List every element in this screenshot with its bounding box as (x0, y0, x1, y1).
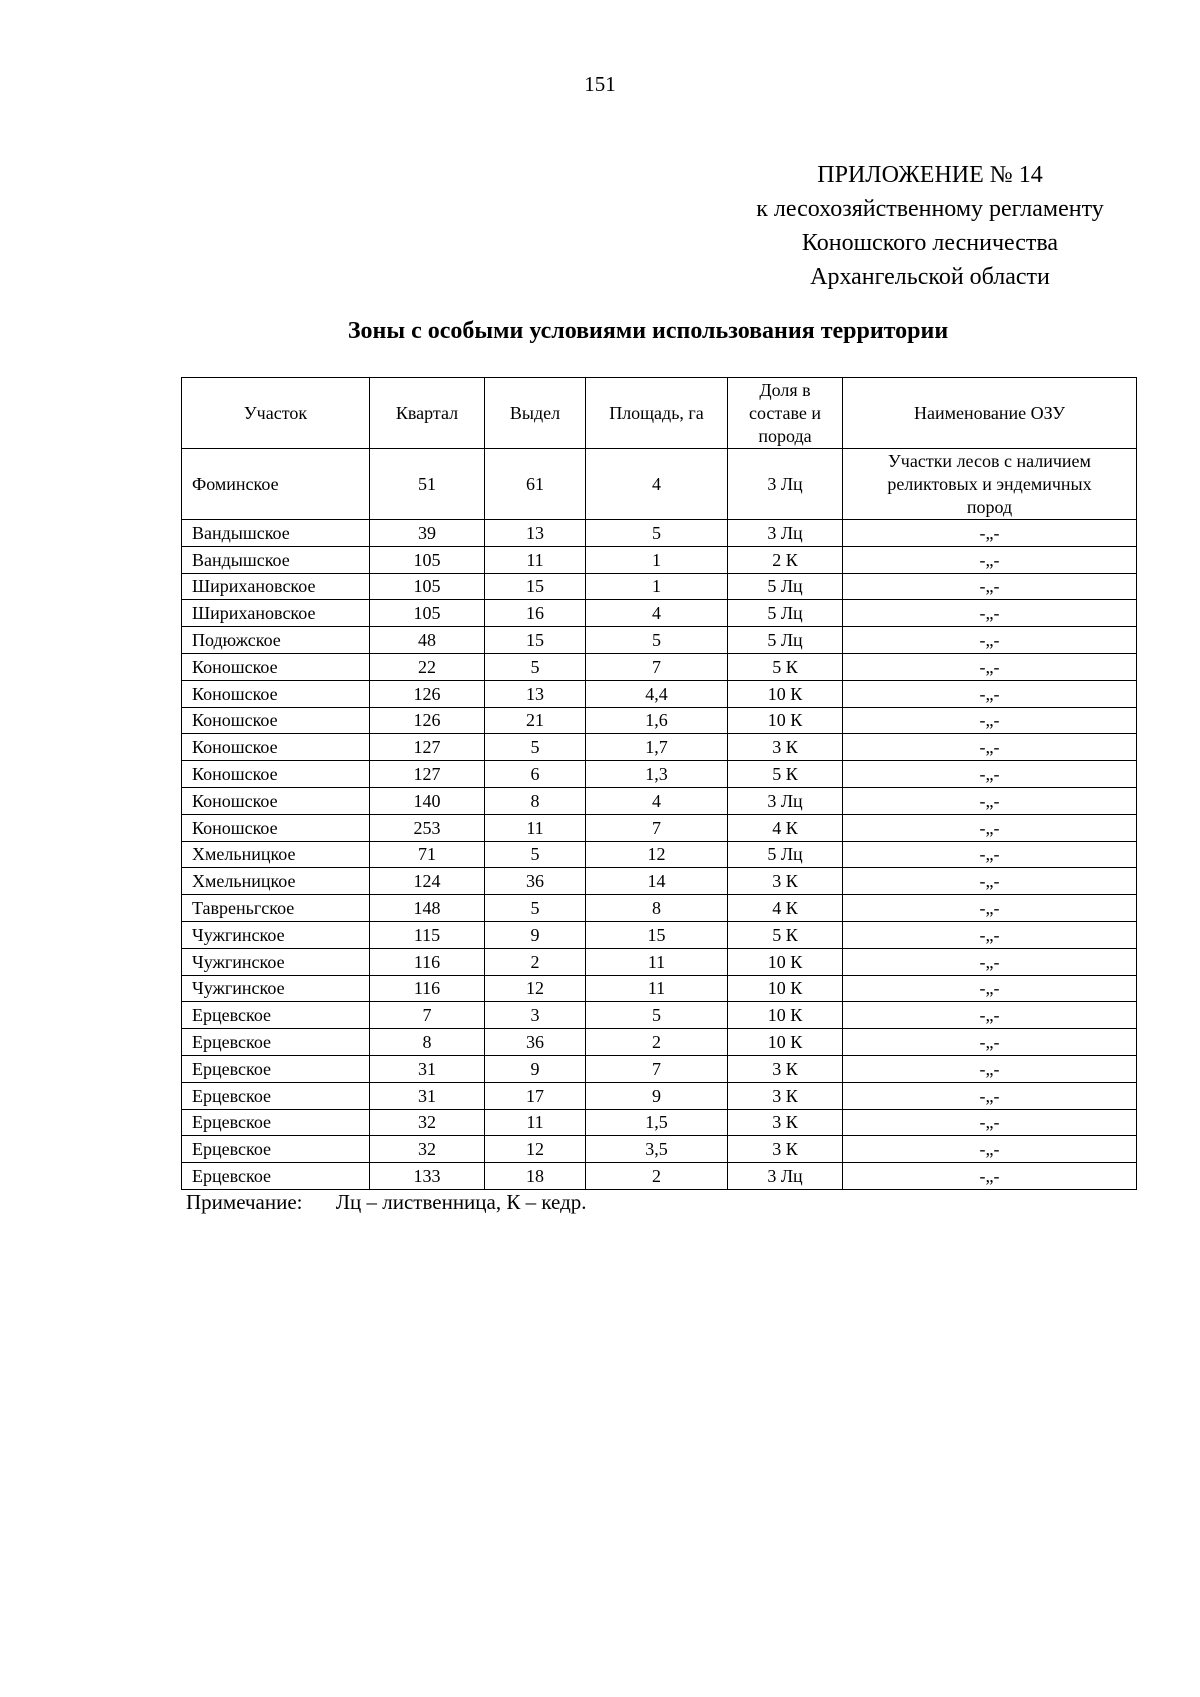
cell-quarter: 126 (370, 680, 485, 707)
table-row (182, 1002, 1137, 1029)
cell-plot: 13 (485, 520, 586, 547)
cell-share: 5 Лц (728, 573, 843, 600)
cell-site: Чужгинское (182, 975, 370, 1002)
cell-ozu-name: Участки лесов с наличием реликтовых и эндемичных пород (843, 449, 1137, 520)
cell-quarter: 127 (370, 761, 485, 788)
cell-plot: 11 (485, 546, 586, 573)
cell-ozu-name: -„- (843, 573, 1137, 600)
cell-site: Подюжское (182, 627, 370, 654)
cell-ozu-name: -„- (843, 761, 1137, 788)
cell-share: 5 К (728, 921, 843, 948)
table-row (182, 1029, 1137, 1056)
table-row (182, 1109, 1137, 1136)
cell-plot: 8 (485, 787, 586, 814)
cell-quarter: 7 (370, 1002, 485, 1029)
cell-site: Ерцевское (182, 1002, 370, 1029)
cell-share: 10 К (728, 680, 843, 707)
cell-area: 4,4 (586, 680, 728, 707)
cell-ozu-name: -„- (843, 600, 1137, 627)
table-row (182, 1082, 1137, 1109)
cell-quarter: 32 (370, 1109, 485, 1136)
cell-area: 8 (586, 895, 728, 922)
cell-quarter: 115 (370, 921, 485, 948)
cell-ozu-name: -„- (843, 1163, 1137, 1190)
cell-ozu-name: -„- (843, 1136, 1137, 1163)
cell-ozu-name: -„- (843, 734, 1137, 761)
cell-plot: 11 (485, 1109, 586, 1136)
table-row (182, 1136, 1137, 1163)
cell-site: Коношское (182, 734, 370, 761)
cell-share: 10 К (728, 1002, 843, 1029)
cell-quarter: 31 (370, 1082, 485, 1109)
cell-area: 5 (586, 1002, 728, 1029)
cell-plot: 12 (485, 1136, 586, 1163)
cell-ozu-name: -„- (843, 975, 1137, 1002)
cell-share: 3 К (728, 1082, 843, 1109)
cell-share: 5 Лц (728, 627, 843, 654)
cell-share: 3 К (728, 868, 843, 895)
cell-ozu-name: -„- (843, 1082, 1137, 1109)
cell-share: 4 К (728, 895, 843, 922)
cell-plot: 5 (485, 895, 586, 922)
cell-area: 1,7 (586, 734, 728, 761)
table-row (182, 787, 1137, 814)
cell-area: 4 (586, 449, 728, 520)
header-quarter: Квартал (370, 378, 485, 449)
cell-quarter: 8 (370, 1029, 485, 1056)
note-label: Примечание: (186, 1190, 303, 1214)
table-row (182, 921, 1137, 948)
cell-site: Ерцевское (182, 1082, 370, 1109)
cell-quarter: 124 (370, 868, 485, 895)
cell-area: 12 (586, 841, 728, 868)
header-area: Площадь, га (586, 378, 728, 449)
cell-quarter: 105 (370, 600, 485, 627)
table-row (182, 707, 1137, 734)
cell-site: Коношское (182, 653, 370, 680)
cell-ozu-name: -„- (843, 814, 1137, 841)
appendix-subtitle-line: Коношского лесничества (801, 230, 1059, 256)
cell-ozu-name: -„- (843, 1029, 1137, 1056)
cell-area: 1,6 (586, 707, 728, 734)
cell-quarter: 39 (370, 520, 485, 547)
cell-share: 3 Лц (728, 787, 843, 814)
table-row (182, 841, 1137, 868)
table-header-row (182, 378, 1137, 449)
cell-ozu-name: -„- (843, 1055, 1137, 1082)
cell-site: Хмельницкое (182, 841, 370, 868)
cell-area: 7 (586, 814, 728, 841)
cell-quarter: 126 (370, 707, 485, 734)
header-plot: Выдел (485, 378, 586, 449)
cell-share: 5 К (728, 653, 843, 680)
cell-site: Чужгинское (182, 921, 370, 948)
cell-quarter: 116 (370, 975, 485, 1002)
cell-plot: 5 (485, 653, 586, 680)
cell-site: Чужгинское (182, 948, 370, 975)
cell-area: 14 (586, 868, 728, 895)
cell-share: 10 К (728, 975, 843, 1002)
cell-ozu-name: -„- (843, 895, 1137, 922)
cell-site: Хмельницкое (182, 868, 370, 895)
cell-share: 10 К (728, 707, 843, 734)
cell-area: 4 (586, 787, 728, 814)
cell-plot: 9 (485, 1055, 586, 1082)
table-row (182, 948, 1137, 975)
cell-ozu-name: -„- (843, 841, 1137, 868)
cell-share: 3 К (728, 1109, 843, 1136)
cell-area: 1 (586, 573, 728, 600)
cell-quarter: 22 (370, 653, 485, 680)
cell-share: 3 К (728, 1136, 843, 1163)
appendix-title: ПРИЛОЖЕНИЕ № 14 (817, 162, 1043, 188)
cell-share: 3 К (728, 1055, 843, 1082)
cell-site: Тавреньгское (182, 895, 370, 922)
cell-site: Вандышское (182, 546, 370, 573)
cell-quarter: 127 (370, 734, 485, 761)
table-row (182, 627, 1137, 654)
cell-site: Ерцевское (182, 1109, 370, 1136)
cell-quarter: 32 (370, 1136, 485, 1163)
cell-site: Коношское (182, 814, 370, 841)
cell-plot: 5 (485, 734, 586, 761)
cell-quarter: 133 (370, 1163, 485, 1190)
cell-plot: 12 (485, 975, 586, 1002)
cell-area: 2 (586, 1029, 728, 1056)
cell-share: 4 К (728, 814, 843, 841)
cell-plot: 18 (485, 1163, 586, 1190)
cell-area: 15 (586, 921, 728, 948)
cell-area: 1 (586, 546, 728, 573)
cell-quarter: 116 (370, 948, 485, 975)
cell-plot: 3 (485, 1002, 586, 1029)
table-row (182, 449, 1137, 520)
table-row (182, 1055, 1137, 1082)
cell-quarter: 148 (370, 895, 485, 922)
cell-quarter: 31 (370, 1055, 485, 1082)
appendix-header (660, 158, 1200, 294)
cell-quarter: 48 (370, 627, 485, 654)
header-site: Участок (182, 378, 370, 449)
cell-quarter: 105 (370, 573, 485, 600)
cell-ozu-name: -„- (843, 787, 1137, 814)
table-row (182, 814, 1137, 841)
cell-site: Коношское (182, 787, 370, 814)
cell-area: 2 (586, 1163, 728, 1190)
table-row (182, 734, 1137, 761)
cell-plot: 9 (485, 921, 586, 948)
appendix-subtitle-line: Архангельской области (810, 264, 1050, 290)
cell-share: 5 Лц (728, 841, 843, 868)
table-row (182, 761, 1137, 788)
table-row (182, 868, 1137, 895)
note-text: Лц – лиственница, К – кедр. (335, 1190, 587, 1214)
table-row (182, 1163, 1137, 1190)
cell-quarter: 105 (370, 546, 485, 573)
cell-plot: 21 (485, 707, 586, 734)
cell-site: Коношское (182, 761, 370, 788)
cell-ozu-name: -„- (843, 680, 1137, 707)
cell-plot: 15 (485, 627, 586, 654)
cell-quarter: 51 (370, 449, 485, 520)
cell-area: 9 (586, 1082, 728, 1109)
table-row (182, 653, 1137, 680)
cell-plot: 11 (485, 814, 586, 841)
cell-area: 11 (586, 975, 728, 1002)
cell-share: 3 Лц (728, 520, 843, 547)
cell-quarter: 71 (370, 841, 485, 868)
cell-ozu-name: -„- (843, 520, 1137, 547)
cell-site: Ерцевское (182, 1029, 370, 1056)
cell-site: Ерцевское (182, 1136, 370, 1163)
cell-site: Ерцевское (182, 1055, 370, 1082)
cell-plot: 6 (485, 761, 586, 788)
table-row (182, 573, 1137, 600)
cell-share: 2 К (728, 546, 843, 573)
cell-site: Вандышское (182, 520, 370, 547)
cell-share: 10 К (728, 948, 843, 975)
cell-area: 3,5 (586, 1136, 728, 1163)
cell-area: 7 (586, 1055, 728, 1082)
table-row (182, 600, 1137, 627)
cell-plot: 17 (485, 1082, 586, 1109)
cell-quarter: 253 (370, 814, 485, 841)
cell-plot: 36 (485, 1029, 586, 1056)
cell-ozu-name: -„- (843, 948, 1137, 975)
page-number: 151 (584, 72, 616, 96)
cell-plot: 13 (485, 680, 586, 707)
cell-area: 1,3 (586, 761, 728, 788)
table-row (182, 895, 1137, 922)
cell-share: 5 К (728, 761, 843, 788)
cell-share: 10 К (728, 1029, 843, 1056)
cell-plot: 36 (485, 868, 586, 895)
cell-site: Фоминское (182, 449, 370, 520)
cell-ozu-name: -„- (843, 627, 1137, 654)
cell-plot: 5 (485, 841, 586, 868)
header-share: Доля в составе и порода (728, 378, 843, 449)
cell-site: Шириxановское (182, 573, 370, 600)
cell-site: Коношское (182, 707, 370, 734)
cell-plot: 61 (485, 449, 586, 520)
cell-site: Коношское (182, 680, 370, 707)
cell-site: Шириxановское (182, 600, 370, 627)
cell-plot: 2 (485, 948, 586, 975)
table-row (182, 520, 1137, 547)
cell-ozu-name: -„- (843, 653, 1137, 680)
cell-area: 5 (586, 627, 728, 654)
zones-table (181, 377, 1137, 1190)
document-title: Зоны с особыми условиями использования территории (347, 318, 949, 344)
cell-share: 3 Лц (728, 449, 843, 520)
cell-area: 5 (586, 520, 728, 547)
cell-ozu-name: -„- (843, 707, 1137, 734)
cell-area: 7 (586, 653, 728, 680)
cell-area: 4 (586, 600, 728, 627)
table-row (182, 680, 1137, 707)
cell-plot: 16 (485, 600, 586, 627)
header-name: Наименование ОЗУ (843, 378, 1137, 449)
cell-ozu-name: -„- (843, 1002, 1137, 1029)
cell-share: 3 К (728, 734, 843, 761)
cell-area: 1,5 (586, 1109, 728, 1136)
cell-plot: 15 (485, 573, 586, 600)
cell-ozu-name: -„- (843, 1109, 1137, 1136)
table-row (182, 546, 1137, 573)
cell-quarter: 140 (370, 787, 485, 814)
cell-ozu-name: -„- (843, 921, 1137, 948)
appendix-subtitle-line: к лесохозяйственному регламенту (756, 196, 1104, 222)
note (186, 1190, 587, 1215)
table-body (182, 449, 1137, 1190)
table-row (182, 975, 1137, 1002)
cell-area: 11 (586, 948, 728, 975)
cell-ozu-name: -„- (843, 868, 1137, 895)
cell-share: 5 Лц (728, 600, 843, 627)
cell-site: Ерцевское (182, 1163, 370, 1190)
cell-share: 3 Лц (728, 1163, 843, 1190)
cell-ozu-name: -„- (843, 546, 1137, 573)
